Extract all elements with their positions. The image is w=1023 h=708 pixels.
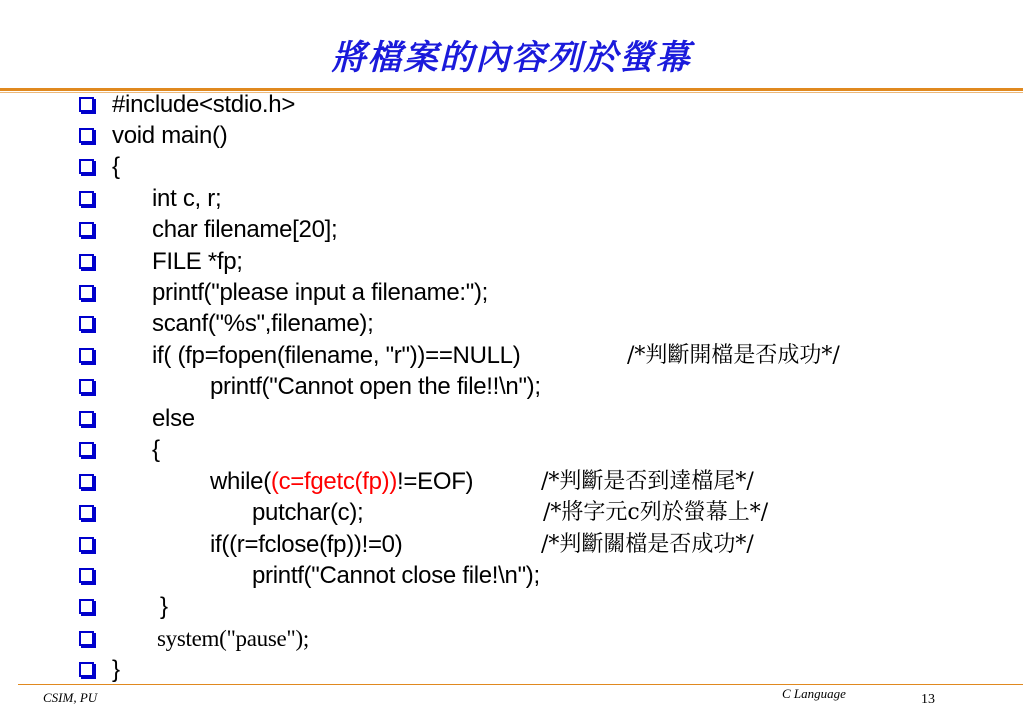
square-bullet-icon bbox=[79, 379, 94, 394]
code-text-eof: !=EOF) bbox=[397, 468, 474, 495]
code-text: FILE *fp; bbox=[152, 248, 243, 275]
square-bullet-icon bbox=[79, 254, 94, 269]
square-bullet-icon bbox=[79, 442, 94, 457]
code-text: printf("please input a filename:"); bbox=[152, 279, 489, 306]
code-text: system("pause"); bbox=[157, 626, 309, 651]
code-text: #include<stdio.h> bbox=[112, 91, 296, 118]
code-text: } bbox=[112, 656, 120, 683]
square-bullet-icon bbox=[79, 222, 94, 237]
code-text: if( (fp=fopen(filename, "r"))==NULL) bbox=[152, 342, 521, 369]
code-text: } bbox=[160, 593, 168, 620]
code-text: printf("Cannot close file!\n"); bbox=[252, 562, 540, 589]
footer-course: C Language bbox=[782, 686, 846, 701]
code-comment: /*將字元c列於螢幕上*/ bbox=[543, 500, 769, 525]
code-text: putchar(c); bbox=[252, 499, 364, 526]
code-text: { bbox=[152, 436, 160, 463]
code-comment: /*判斷關檔是否成功*/ bbox=[541, 532, 754, 557]
square-bullet-icon bbox=[79, 474, 94, 489]
square-bullet-icon bbox=[79, 505, 94, 520]
code-text-while: while( bbox=[210, 468, 271, 495]
page-number: 13 bbox=[921, 692, 935, 707]
code-text: else bbox=[152, 405, 195, 432]
code-comment: /*判斷是否到達檔尾*/ bbox=[541, 469, 754, 494]
square-bullet-icon bbox=[79, 159, 94, 174]
square-bullet-icon bbox=[79, 599, 94, 614]
square-bullet-icon bbox=[79, 568, 94, 583]
square-bullet-icon bbox=[79, 662, 94, 677]
code-text: { bbox=[112, 153, 120, 180]
square-bullet-icon bbox=[79, 348, 94, 363]
square-bullet-icon bbox=[79, 285, 94, 300]
highlighted-expression: (c=fgetc(fp)) bbox=[270, 468, 398, 495]
code-text: scanf("%s",filename); bbox=[152, 310, 374, 337]
code-text: if((r=fclose(fp))!=0) bbox=[210, 531, 403, 558]
square-bullet-icon bbox=[79, 316, 94, 331]
slide-title: 將檔案的內容列於螢幕 bbox=[331, 38, 692, 78]
code-text: char filename[20]; bbox=[152, 216, 338, 243]
square-bullet-icon bbox=[79, 128, 94, 143]
footer-org: CSIM, PU bbox=[43, 690, 98, 705]
square-bullet-icon bbox=[79, 97, 94, 112]
code-text bbox=[210, 468, 473, 496]
code-text: void main() bbox=[112, 122, 228, 149]
square-bullet-icon bbox=[79, 537, 94, 552]
footer-divider bbox=[18, 684, 1023, 685]
code-text: printf("Cannot open the file!!\n"); bbox=[210, 373, 541, 400]
square-bullet-icon bbox=[79, 631, 94, 646]
code-comment: /*判斷開檔是否成功*/ bbox=[627, 343, 840, 368]
code-text: int c, r; bbox=[152, 185, 222, 212]
square-bullet-icon bbox=[79, 411, 94, 426]
square-bullet-icon bbox=[79, 191, 94, 206]
